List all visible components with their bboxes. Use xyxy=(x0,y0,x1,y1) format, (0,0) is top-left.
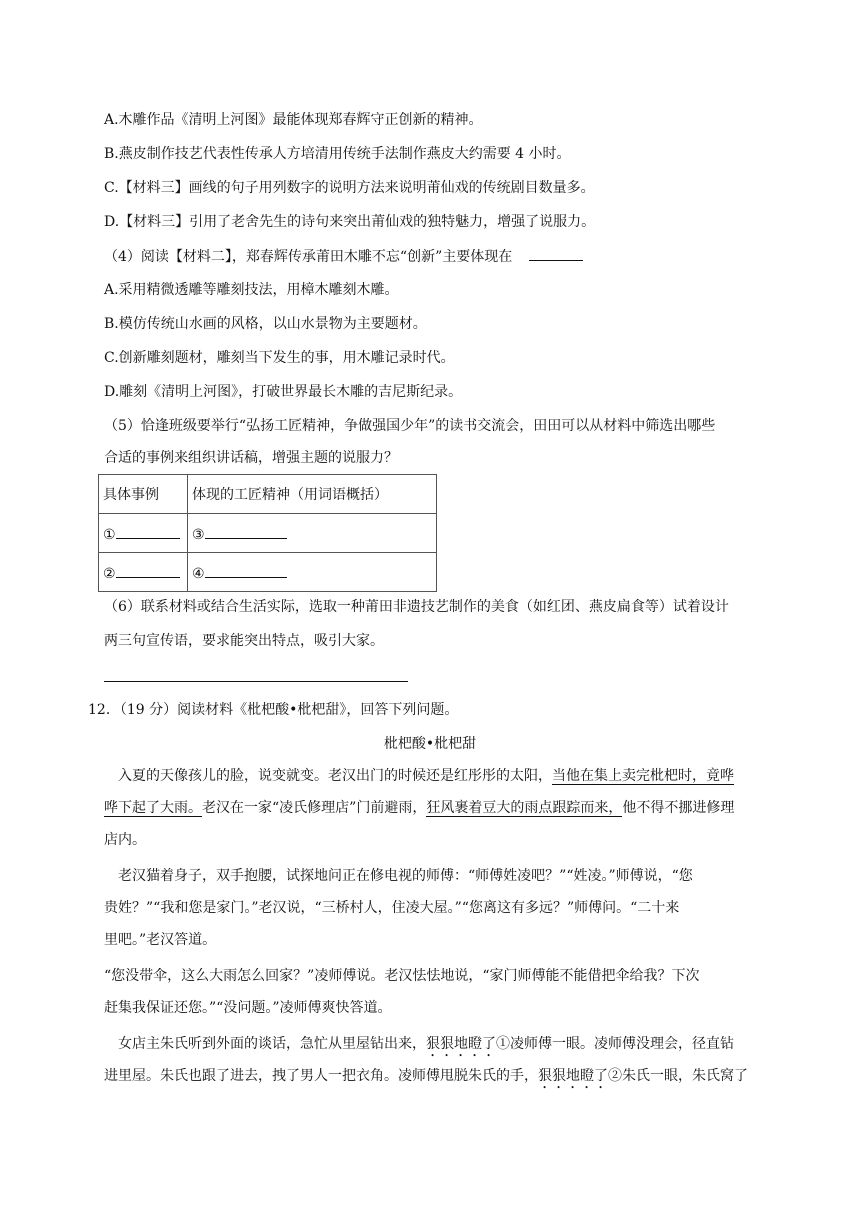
table-row xyxy=(99,553,437,592)
q4-stem-line xyxy=(104,246,583,267)
answer-blank-1[interactable] xyxy=(116,524,180,539)
passage-p1-line2 xyxy=(104,798,734,818)
passage-p2-line3: 里吧。”老汉答道。 xyxy=(104,932,217,948)
q4-option-b: B.模仿传统山水画的风格，以山水景物为主要题材。 xyxy=(104,316,427,332)
marker-1: ① xyxy=(103,526,116,543)
q3-option-c: C.【材料三】画线的句子用列数字的说明方法来说明莆仙戏的传统剧目数量多。 xyxy=(104,180,595,196)
passage-p4-line1 xyxy=(118,1034,734,1060)
p1-underlined-b: 哗下起了大雨。 xyxy=(104,800,202,816)
passage-p2-line1: 老汉猫着身子，双手抱腰，试探地问正在修电视的师傅：“师傅姓凌吧？”“姓凌。”师傅说，“您 xyxy=(118,868,693,884)
p1-text-b: 老汉在一家“凌氏修理店”门前避雨， xyxy=(202,800,427,816)
p4-text-b: ①凌师傅一眼。凌师傅没理会，径直钻 xyxy=(496,1036,734,1052)
p4-text-d: ②朱氏一眼，朱氏窝了 xyxy=(608,1068,748,1084)
answer-blank-2[interactable] xyxy=(116,563,180,578)
q3-option-b: B.燕皮制作技艺代表性传承人方培清用传统手法制作燕皮大约需要 4 小时。 xyxy=(104,146,571,162)
q5-stem-line2: 合适的事例来组织讲话稿，增强主题的说服力？ xyxy=(104,450,398,466)
q4-option-c: C.创新雕刻题材，雕刻当下发生的事，用木雕记录时代。 xyxy=(104,350,455,366)
q6-stem-line2: 两三句宣传语，要求能突出特点，吸引大家。 xyxy=(104,633,384,649)
table-cell-example-2 xyxy=(99,553,188,592)
q4-option-a: A.采用精微透雕等雕刻技法，用樟木雕刻木雕。 xyxy=(104,282,399,298)
passage-title: 枇杷酸•枇杷甜 xyxy=(383,736,477,752)
table-header-example: 具体事例 xyxy=(99,475,188,514)
passage-p1-line1 xyxy=(118,766,734,786)
passage-p3-line2: 赶集我保证还您。”“没问题。”凌师傅爽快答道。 xyxy=(104,1000,392,1016)
table-row xyxy=(99,514,437,553)
p1-underlined-c: 狂风裹着豆大的雨点跟踪而来， xyxy=(426,800,623,816)
passage-p4-line2 xyxy=(104,1066,748,1092)
p1-text-c: 他不得不挪进修理 xyxy=(622,800,735,816)
p4-emphasis-1: 狠狠地瞪了 xyxy=(426,1036,496,1052)
q4-option-d: D.雕刻《清明上河图》，打破世界最长木雕的吉尼斯纪录。 xyxy=(104,384,463,400)
p1-underlined-a: 当他在集上卖完枇杷时，竟哗 xyxy=(552,768,734,784)
table-cell-example-1 xyxy=(99,514,188,553)
p1-text-a: 入夏的天像孩儿的脸，说变就变。老汉出门的时候还是红彤彤的太阳， xyxy=(118,768,552,784)
q6-stem-line1: （6）联系材料或结合生活实际，选取一种莆田非遗技艺制作的美食（如红团、燕皮扁食等）试着设计 xyxy=(104,599,729,615)
p4-text-a: 女店主朱氏听到外面的谈话，急忙从里屋钻出来， xyxy=(118,1036,426,1052)
q12-stem: 12．（19 分）阅读材料《枇杷酸•枇杷甜》，回答下列问题。 xyxy=(88,702,459,718)
answer-blank-4[interactable] xyxy=(205,563,287,578)
q5-stem-line1: （5）恰逢班级要举行“弘扬工匠精神，争做强国少年”的读书交流会，田田可以从材料中筛选出哪些 xyxy=(104,418,716,434)
p4-text-c: 进里屋。朱氏也跟了进去，拽了男人一把衣角。凌师傅甩脱朱氏的手， xyxy=(104,1068,538,1084)
table-header-spirit: 体现的工匠精神（用词语概括） xyxy=(188,475,437,514)
table-cell-spirit-4 xyxy=(188,553,437,592)
passage-p1-line3: 店内。 xyxy=(104,832,146,848)
table-cell-spirit-3 xyxy=(188,514,437,553)
q3-option-a: A.木雕作品《清明上河图》最能体现郑春辉守正创新的精神。 xyxy=(104,112,483,128)
q3-option-d: D.【材料三】引用了老舍先生的诗句来突出莆仙戏的独特魅力，增强了说服力。 xyxy=(104,214,596,230)
passage-p2-line2: 贵姓？”“我和您是家门。”老汉说，“三桥村人，住凌大屋。”“您离这有多远？”师傅问。“二十来 xyxy=(104,900,680,916)
q6-answer-line[interactable] xyxy=(104,681,408,682)
marker-2: ② xyxy=(103,565,116,582)
q5-answer-table xyxy=(98,474,437,592)
answer-blank-3[interactable] xyxy=(205,524,287,539)
marker-3: ③ xyxy=(192,526,205,543)
passage-p3-line1: “您没带伞，这么大雨怎么回家？”凌师傅说。老汉怯怯地说，“家门师傅能不能借把伞给我？下次 xyxy=(104,968,700,984)
table-header-row xyxy=(99,475,437,514)
q4-stem: （4）阅读【材料二】，郑春辉传承莆田木雕不忘“创新”主要体现在 xyxy=(104,249,513,265)
p4-emphasis-2: 狠狠地瞪了 xyxy=(538,1068,608,1084)
marker-4: ④ xyxy=(192,565,205,582)
q4-answer-blank[interactable] xyxy=(529,246,583,261)
